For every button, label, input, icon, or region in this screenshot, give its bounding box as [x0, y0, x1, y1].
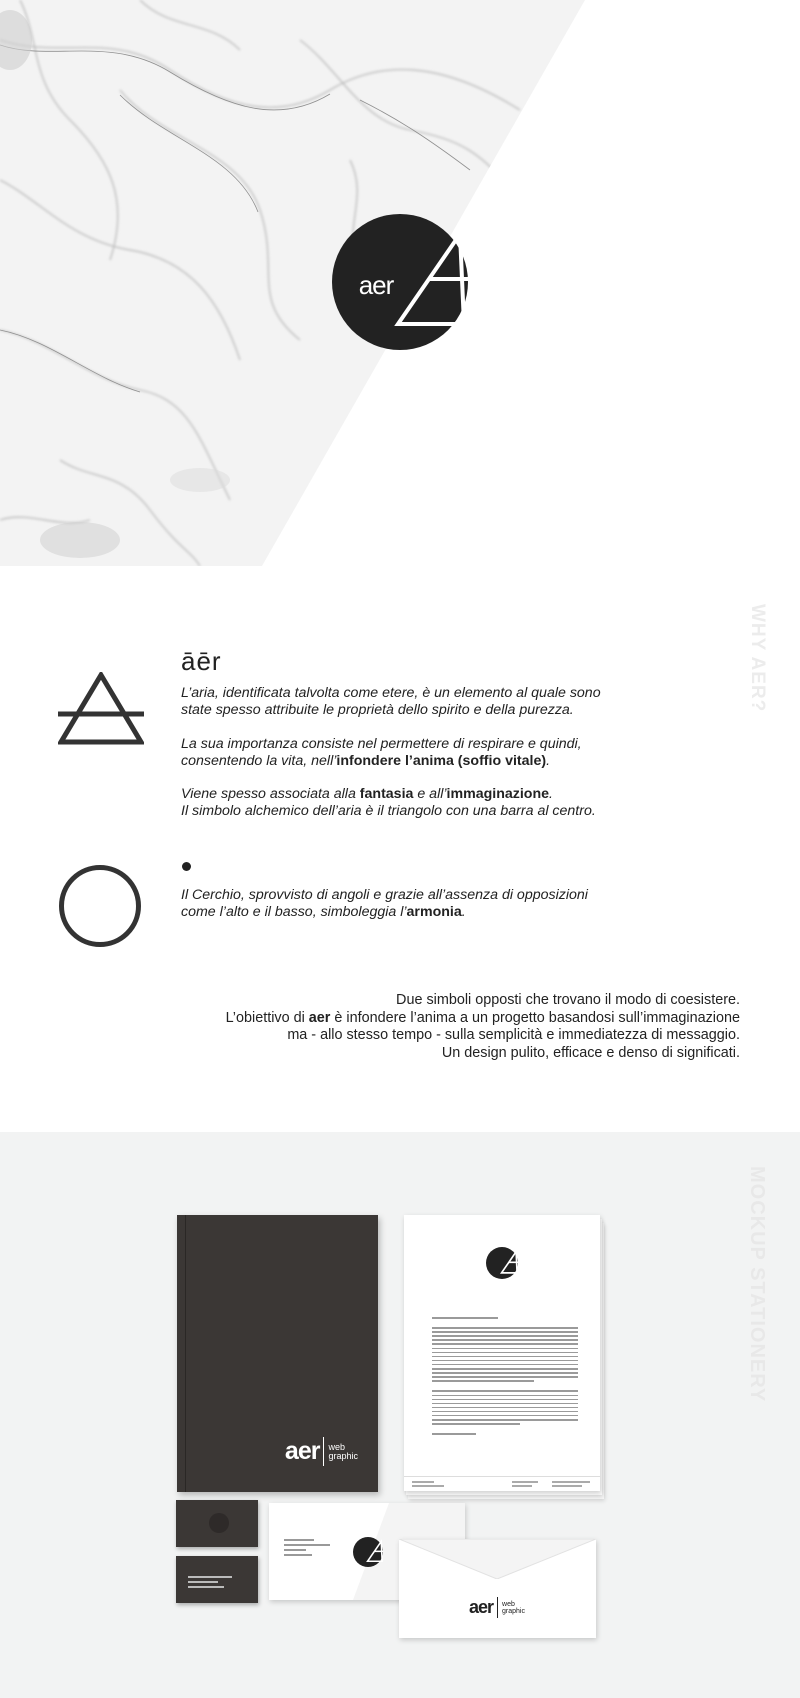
why-aer-label: WHY AER? [747, 604, 768, 713]
business-card-front [176, 1500, 258, 1547]
folder-brand: aer web graphic [284, 1437, 358, 1465]
air-paragraph-1: L’aria, identificata talvolta come etere, è un elemento al quale sono state spesso attribuite le proprietà dello spirito e della purezza. [181, 685, 601, 718]
hero-section [0, 0, 800, 566]
letterhead-footer [404, 1476, 600, 1483]
air-paragraph-2: La sua importanza consiste nel permettere di respirare e quindi, consentendo la vita, nell’infondere l’anima (soffio vitale). [181, 736, 582, 769]
large-envelope-mockup [399, 1539, 596, 1638]
circle-harmony-icon [58, 864, 142, 948]
letterhead-mockup [404, 1215, 600, 1491]
envelope-flap [399, 1539, 596, 1579]
section-title: āēr [181, 646, 222, 676]
folder-mockup [177, 1215, 378, 1492]
aer-logo [332, 214, 468, 350]
letterhead-body-lines [432, 1317, 578, 1437]
logo-wordmark: aer [358, 270, 394, 300]
letterhead-logo-icon [486, 1247, 518, 1279]
air-paragraph-3: Viene spesso associata alla fantasia e all’immaginazione. Il simbolo alchemico dell’aria è il triangolo con una barra al centro. [181, 786, 596, 819]
envelope-logo-icon [353, 1537, 383, 1567]
mockup-stationery-label: MOCKUP STATIONERY [746, 1166, 768, 1403]
business-card-back [176, 1556, 258, 1603]
envelope-brand: aer web graphic [469, 1597, 525, 1617]
card-emboss-logo-icon [209, 1513, 229, 1533]
circle-bullet [182, 862, 191, 871]
summary-text: Due simboli opposti che trovano il modo di coesistere. L’obiettivo di aer è infondere l’anima a un progetto basandosi sull’immaginazione ma - allo stesso tempo - sulla semplicità e immediatezza di messaggio. Un design pulito, efficace e denso di significati. [225, 992, 740, 1061]
alchemical-air-triangle-icon [58, 672, 144, 746]
circle-paragraph: Il Cerchio, sprovvisto di angoli e grazie all’assenza di opposizioni come l’alto e il basso, simboleggia l’armonia. [181, 887, 588, 920]
folder-spine [185, 1215, 186, 1492]
